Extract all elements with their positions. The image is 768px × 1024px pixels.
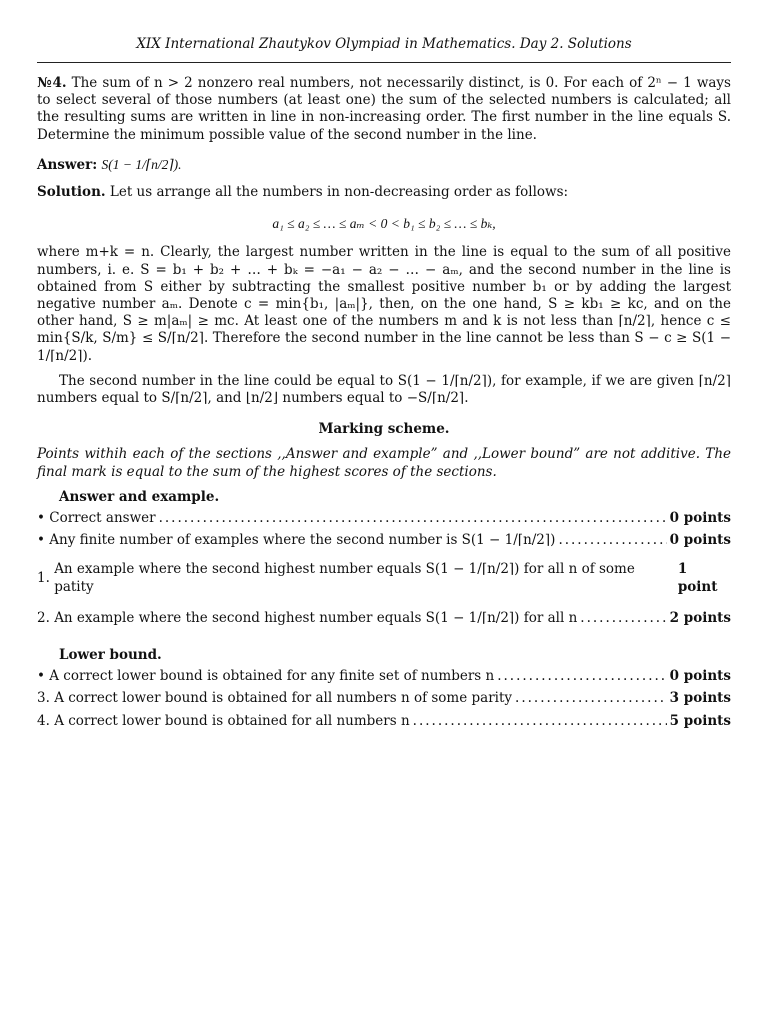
row-text: A correct lower bound is obtained for all numbers n [54, 712, 410, 729]
section-answer-title: Answer and example. [59, 488, 220, 505]
problem-text: The sum of n > 2 nonzero real numbers, not necessarily distinct, is 0. For each of 2ⁿ − 1 ways to select several of those numbers (at least one) the sum of the selected numbers is calculated; all the resulting sums are written in line in non-increasing order. The first number in the line equals S. Determine the minimum possible value of the second number in the line. [37, 75, 731, 143]
answer-text: S(1 − 1/⌈n/2⌉). [101, 156, 182, 172]
marking-title: Marking scheme. [318, 421, 450, 438]
dot-leader [515, 690, 667, 707]
row-marker: • [37, 510, 45, 527]
dot-leader [159, 510, 667, 527]
solution-paragraph-2: The second number in the line could be equal to S(1 − 1/⌈n/2⌉), for example, if we are given ⌈n/2⌉ numbers equal to S/⌈n/2⌉, and ⌊n/2⌋ numbers equal to −S/⌈n/2⌉. [37, 372, 731, 407]
solution-label: Solution. [37, 184, 106, 201]
dot-leader [497, 668, 666, 685]
row-points: 3 points [669, 690, 731, 707]
scheme-row [37, 713, 731, 730]
scheme-row [37, 668, 731, 685]
row-text: A correct lower bound is obtained for all numbers n of some parity [54, 690, 513, 707]
document-body [37, 75, 731, 730]
marking-note: Points withih each of the sections ,,Answer and example” and ,,Lower bound” are not additive. The final mark is equal to the sum of the highest scores of the sections. [37, 446, 731, 480]
dot-leader [558, 532, 666, 549]
row-points: 5 points [669, 712, 731, 729]
display-inequality: a₁ ≤ a₂ ≤ … ≤ aₘ < 0 < b₁ ≤ b₂ ≤ … ≤ bₖ, [272, 216, 496, 232]
row-marker: 1. [37, 570, 50, 587]
dot-leader [580, 610, 666, 627]
solution-intro [37, 184, 731, 201]
scheme-row [37, 532, 731, 549]
scheme-row [37, 510, 731, 527]
answer-line [37, 156, 731, 174]
row-text: A correct lower bound is obtained for any finite set of numbers n [49, 668, 495, 685]
row-points: 0 points [669, 510, 731, 527]
row-text: An example where the second highest number equals S(1 − 1/⌈n/2⌉) for all n [54, 609, 578, 626]
section-lower-bound-title: Lower bound. [59, 647, 162, 664]
row-text: Any finite number of examples where the second number is S(1 − 1/⌈n/2⌉) [49, 532, 556, 549]
row-marker: 2. [37, 609, 50, 626]
row-marker: • [37, 532, 45, 549]
row-marker: 4. [37, 712, 50, 729]
section-answer [37, 489, 731, 627]
row-points: 0 points [669, 668, 731, 685]
section-lower-bound [37, 647, 731, 730]
row-marker: 3. [37, 690, 50, 707]
row-points: 2 points [669, 609, 731, 626]
row-text: An example where the second highest number equals S(1 − 1/⌈n/2⌉) for all n of some patity [54, 561, 635, 595]
dot-leader [413, 713, 667, 730]
problem-number: №4. [37, 75, 67, 91]
page-header: XIX International Zhautykov Olympiad in Mathematics. Day 2. Solutions [136, 36, 632, 52]
row-text: Correct answer [49, 510, 156, 527]
scheme-row [37, 561, 731, 595]
problem-statement [37, 75, 731, 144]
scheme-row [37, 690, 731, 707]
solution-paragraph-1: where m+k = n. Clearly, the largest number written in the line is equal to the sum of all positive numbers, i. e. S = b₁ + b₂ + … + bₖ = −a₁ − a₂ − … − aₘ, and the second number in the line is obtained from S either by subtracting the smallest positive number b₁ or by adding the largest negative number aₘ. Denote c = min{b₁, |aₘ|}, then, on the one hand, S ≥ kb₁ ≥ kc, and on the other hand, S ≥ m|aₘ| ≥ mc. At least one of the numbers m and k is not less than ⌈n/2⌉, hence c ≤ min{S/k, S/m} ≤ S/⌈n/2⌉. Therefore the second number in the line cannot be less than S − c ≥ S(1 − 1/⌈n/2⌉). [37, 244, 731, 364]
scheme-row [37, 610, 731, 627]
answer-label: Answer: [37, 156, 98, 173]
solution-intro-text: Let us arrange all the numbers in non-decreasing order as follows: [109, 184, 569, 201]
row-marker: • [37, 668, 45, 685]
header-rule [37, 62, 731, 63]
row-points: 1 point [677, 561, 718, 595]
row-points: 0 points [669, 532, 731, 549]
